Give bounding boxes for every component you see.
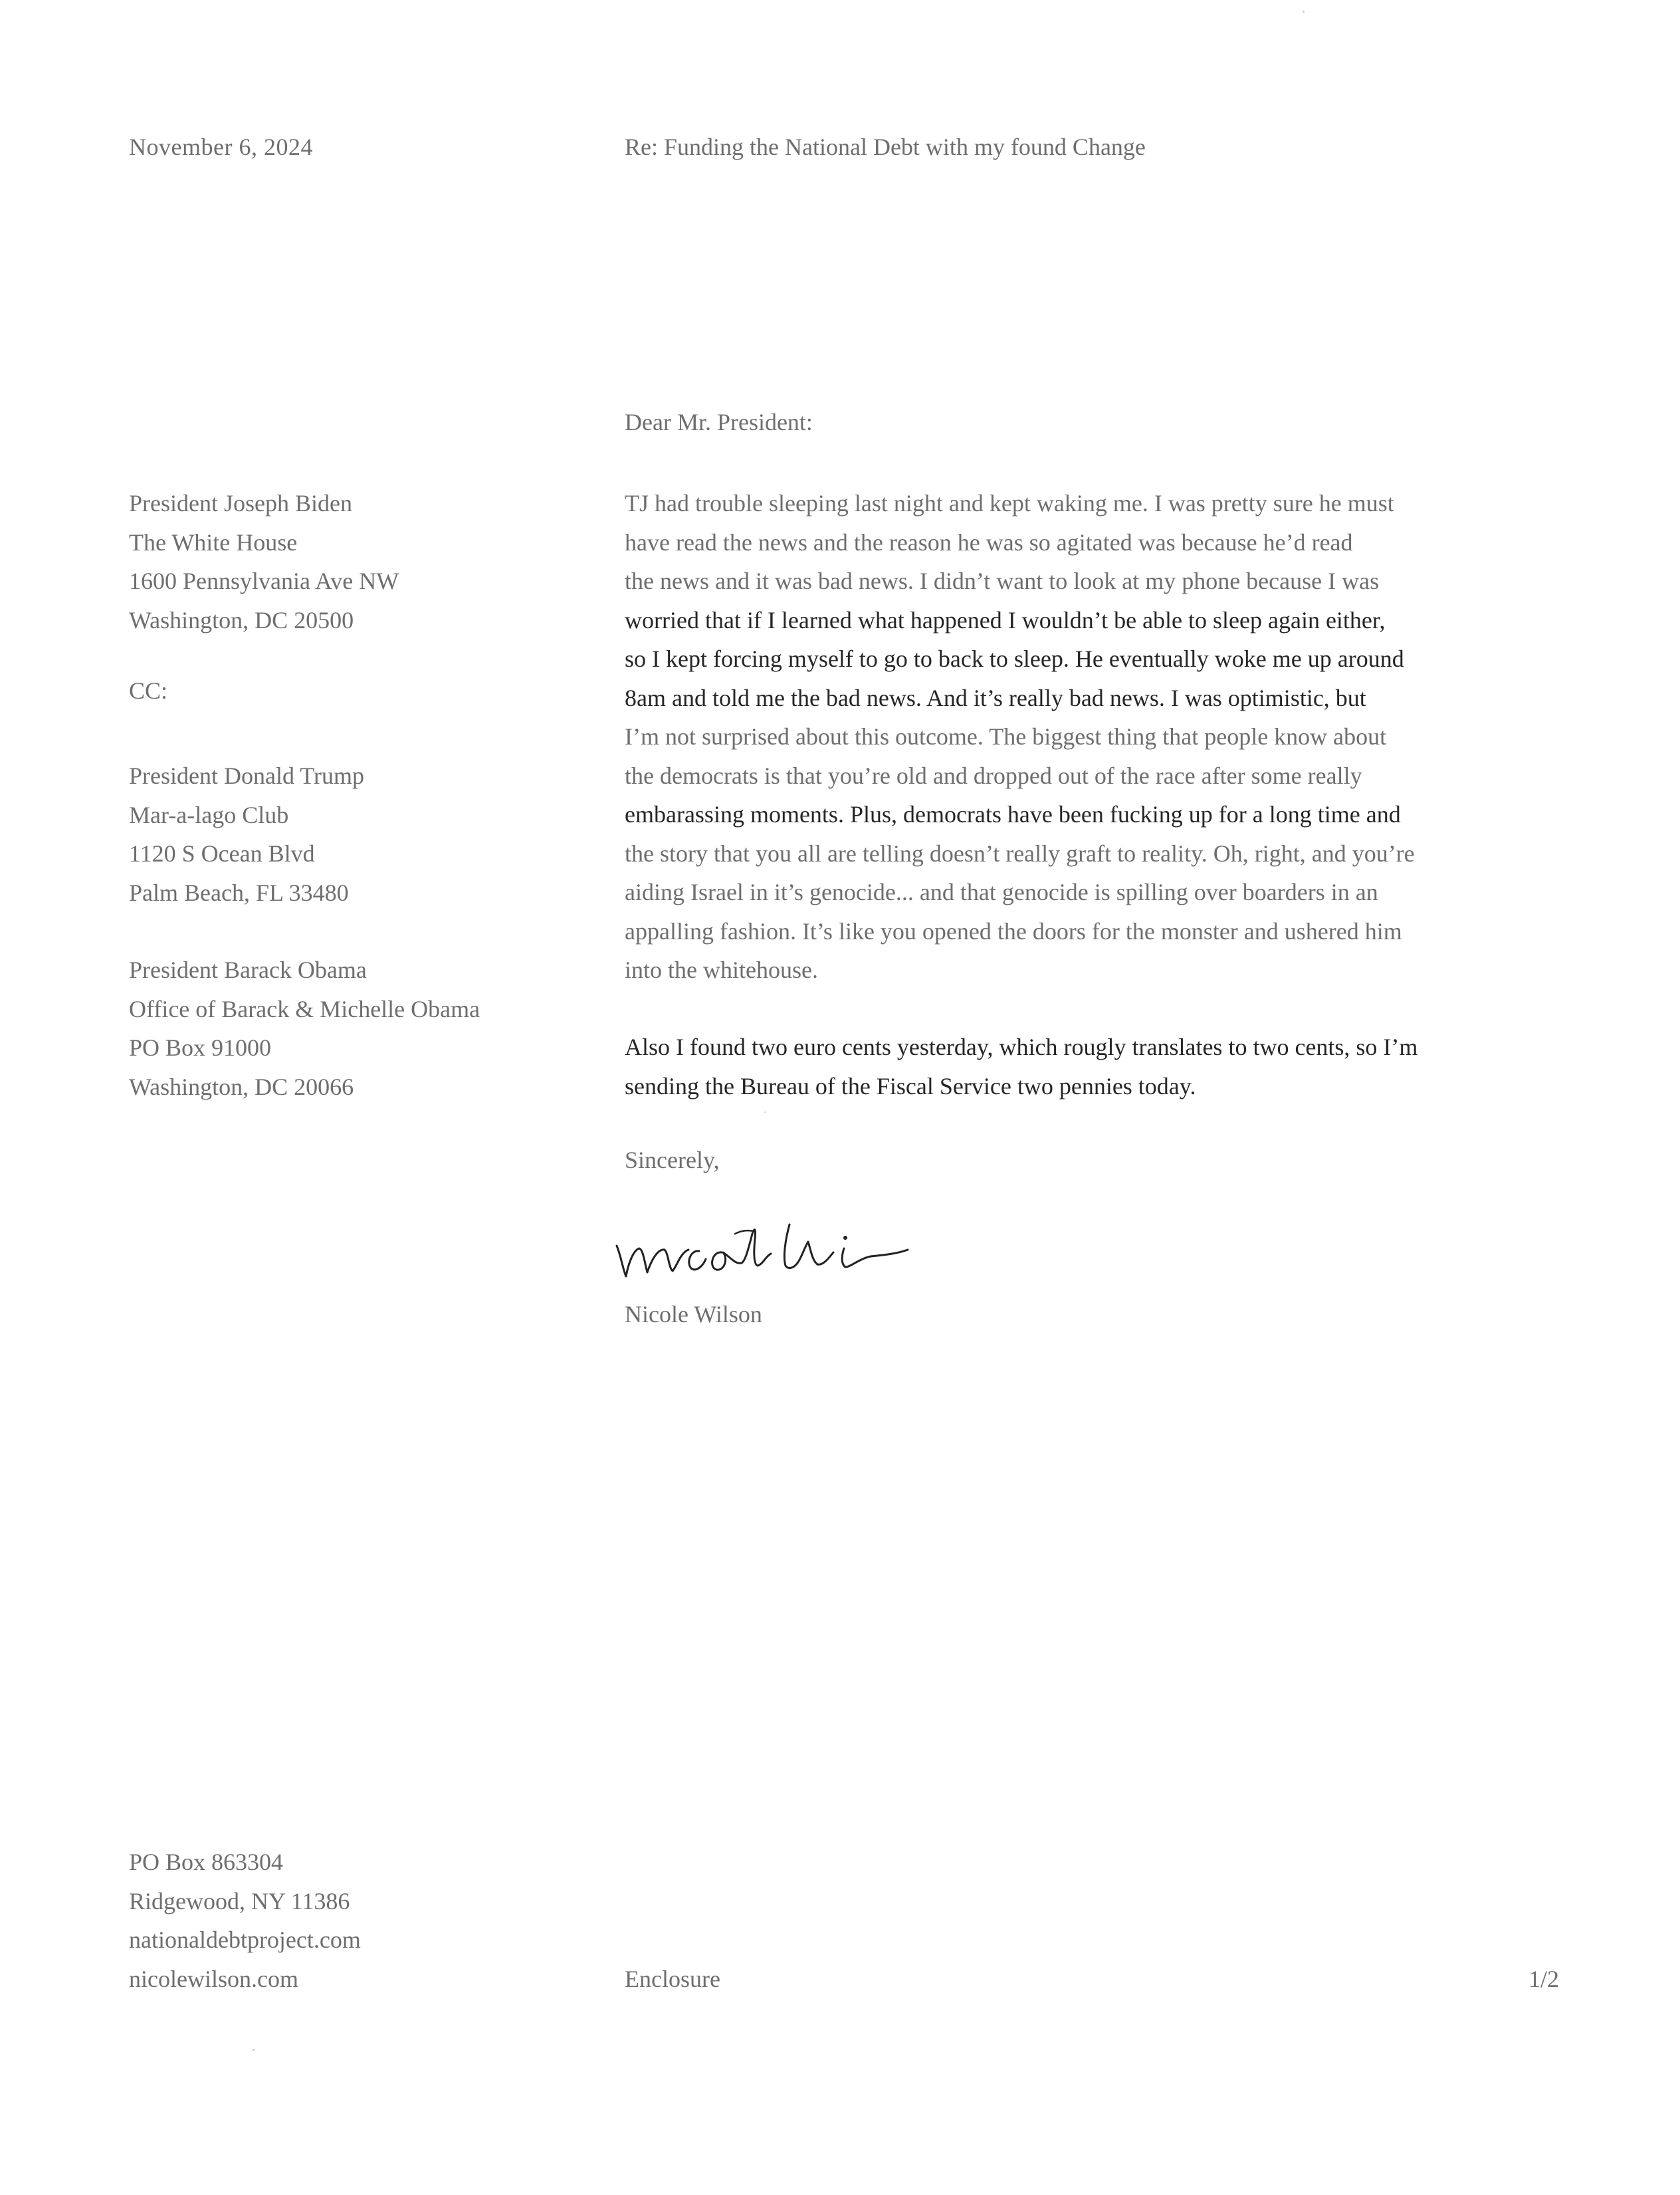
- address-line: Ridgewood, NY 11386: [129, 1887, 350, 1914]
- signer-name: Nicole Wilson: [625, 1301, 762, 1328]
- scan-speck: [253, 2049, 255, 2051]
- body-line: the news and it was bad news. I didn’t want to look at my phone because I was: [625, 568, 1380, 594]
- body-line: 8am and told me the bad news. And it’s really bad news. I was optimistic, but: [625, 684, 1366, 711]
- sender-address: [129, 1843, 361, 1998]
- body-line: so I kept forcing myself to go to back to sleep. He eventually woke me up around: [625, 645, 1404, 672]
- subject-line: Re: Funding the National Debt with my found Change: [625, 134, 1146, 160]
- address-line: 1600 Pennsylvania Ave NW: [129, 568, 399, 594]
- recipient-address-biden: [129, 484, 399, 639]
- address-line: Office of Barack & Michelle Obama: [129, 995, 480, 1022]
- address-line: PO Box 863304: [129, 1849, 284, 1875]
- body-line: aiding Israel in it’s genocide... and that genocide is spilling over boarders in an: [625, 879, 1378, 905]
- page-number: 1/2: [1528, 1966, 1560, 1992]
- address-line: PO Box 91000: [129, 1034, 272, 1061]
- address-line: President Donald Trump: [129, 762, 365, 789]
- address-line: Palm Beach, FL 33480: [129, 879, 349, 906]
- body-line: worried that if I learned what happened I wouldn’t be able to sleep again either,: [625, 606, 1386, 634]
- cc-address-obama: [129, 951, 480, 1106]
- website-link: nicolewilson.com: [129, 1965, 298, 1992]
- address-line: President Barack Obama: [129, 957, 367, 983]
- scan-speck: [1303, 11, 1305, 13]
- body-line: the story that you all are telling doesn’t really graft to reality. Oh, right, and you’re: [625, 840, 1415, 867]
- address-line: President Joseph Biden: [129, 490, 352, 517]
- cc-label: CC:: [129, 677, 168, 704]
- enclosure-note: Enclosure: [625, 1966, 720, 1992]
- address-line: Washington, DC 20500: [129, 606, 354, 634]
- cc-address-trump: [129, 756, 364, 912]
- letter-date: November 6, 2024: [129, 134, 313, 160]
- address-line: Washington, DC 20066: [129, 1073, 354, 1100]
- body-line: sending the Bureau of the Fiscal Service two pennies today.: [625, 1072, 1196, 1099]
- body-line: appalling fashion. It’s like you opened the doors for the monster and ushered him: [625, 917, 1402, 945]
- address-line: 1120 S Ocean Blvd: [129, 840, 315, 867]
- body-paragraph-1: [625, 484, 1568, 990]
- body-line: Also I found two euro cents yesterday, which rougly translates to two cents, so I’m: [625, 1034, 1418, 1060]
- body-line: into the whitehouse.: [625, 957, 818, 983]
- body-line: the democrats is that you’re old and dropped out of the race after some really: [625, 762, 1362, 789]
- body-paragraph-2: [625, 1028, 1568, 1105]
- body-line: TJ had trouble sleeping last night and kept waking me. I was pretty sure he must: [625, 490, 1394, 517]
- closing: Sincerely,: [625, 1147, 720, 1173]
- website-link: nationaldebtproject.com: [129, 1926, 361, 1953]
- scan-speck: [764, 1111, 766, 1113]
- address-line: Mar-a-lago Club: [129, 801, 289, 828]
- body-line: embarassing moments. Plus, democrats have been fucking up for a long time and: [625, 801, 1401, 828]
- address-line: The White House: [129, 528, 298, 556]
- handwritten-signature: [611, 1202, 957, 1288]
- body-line: I’m not surprised about this outcome. The biggest thing that people know about: [625, 723, 1387, 750]
- salutation: Dear Mr. President:: [625, 409, 813, 435]
- body-line: have read the news and the reason he was so agitated was because he’d read: [625, 528, 1353, 556]
